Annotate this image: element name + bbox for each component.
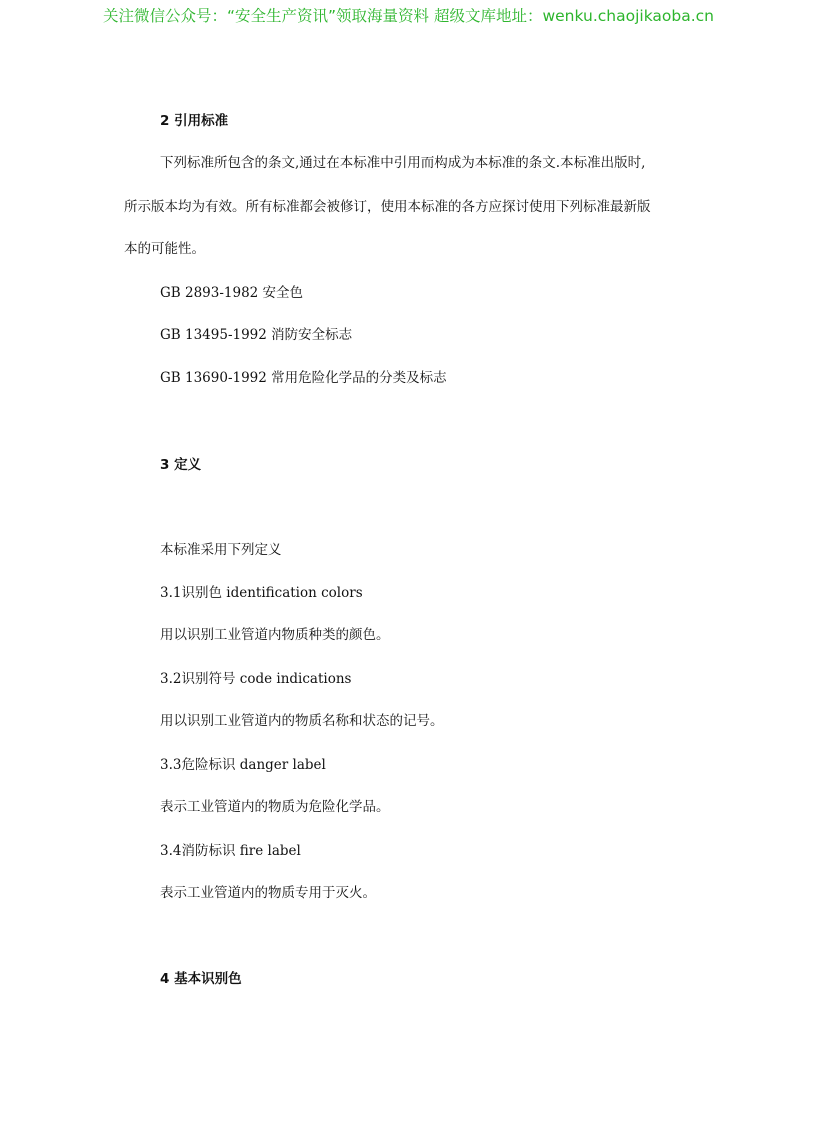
section-2-heading: 2 引用标准 [160,113,229,129]
section-3-heading: 3 定义 [160,457,202,473]
definition-3-1-description: 用以识别工业管道内物质种类的颜色。 [160,627,390,643]
reference-gb-2893: GB 2893-1982 安全色 [160,285,304,301]
definition-3-1-term: 3.1识别色 identification colors [160,585,363,601]
section-2-paragraph-line-1: 下列标准所包含的条文,通过在本标准中引用而构成为本标准的条文.本标准出版时, [160,155,646,171]
section-2-paragraph-line-3: 本的可能性。 [124,241,205,257]
definition-3-2-description: 用以识别工业管道内的物质名称和状态的记号。 [160,713,444,729]
definition-3-4-term: 3.4消防标识 fire label [160,843,301,859]
definition-3-3-term: 3.3危险标识 danger label [160,757,326,773]
reference-gb-13690: GB 13690-1992 常用危险化学品的分类及标志 [160,370,447,386]
section-2-paragraph-line-2: 所示版本均为有效。所有标准都会被修订，使用本标准的各方应探讨使用下列标准最新版 [124,199,651,215]
reference-gb-13495: GB 13495-1992 消防安全标志 [160,327,353,343]
section-3-intro: 本标准采用下列定义 [160,542,282,558]
watermark-banner: 关注微信公众号：“安全生产资讯”领取海量资料 超级文库地址：wenku.chaojikaoba.cn [102,7,714,25]
section-4-heading: 4 基本识别色 [160,971,242,987]
definition-3-2-term: 3.2识别符号 code indications [160,671,352,687]
definition-3-3-description: 表示工业管道内的物质为危险化学品。 [160,799,390,815]
definition-3-4-description: 表示工业管道内的物质专用于灭火。 [160,885,376,901]
